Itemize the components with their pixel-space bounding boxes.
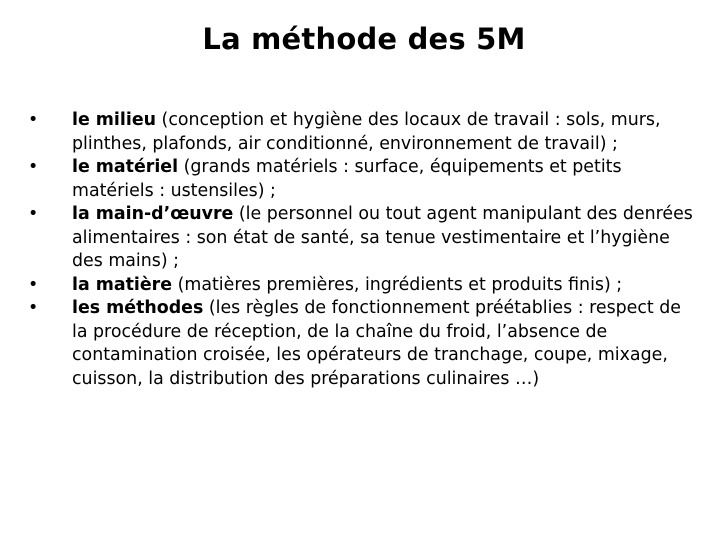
item-term: le matériel xyxy=(72,157,179,177)
item-term: la main-d’œuvre xyxy=(72,204,234,224)
item-description: (les règles de fonctionnement préétablies : respect de la procédure de réception, de la chaîne du froid, l’absence de contamination croisée, les opérateurs de tranchage, coupe, mixage, cuisson, la distribution des préparations culinaires …) xyxy=(72,298,682,389)
bullet-icon: • xyxy=(28,298,39,318)
bullet-icon: • xyxy=(28,157,39,177)
list-item xyxy=(28,203,698,274)
list-item xyxy=(28,274,698,298)
item-description: (grands matériels : surface, équipements et petits matériels : ustensiles) ; xyxy=(72,157,622,201)
bullet-list xyxy=(28,109,698,391)
list-item xyxy=(28,109,698,156)
list-item xyxy=(28,297,698,391)
item-description: (conception et hygiène des locaux de travail : sols, murs, plinthes, plafonds, air conditionné, environnement de travail) ; xyxy=(72,110,661,154)
slide-title: La méthode des 5M xyxy=(202,22,526,56)
item-term: la matière xyxy=(72,274,173,295)
bullet-icon: • xyxy=(28,110,39,130)
bullet-icon: • xyxy=(28,274,39,295)
item-term: les méthodes xyxy=(72,298,204,318)
list-item xyxy=(28,156,698,203)
bullet-icon: • xyxy=(28,204,39,224)
item-description: (matières premières, ingrédients et produits finis) ; xyxy=(172,274,623,295)
item-description: (le personnel ou tout agent manipulant des denrées alimentaires : son état de santé, sa tenue vestimentaire et l’hygiène des mains) ; xyxy=(72,204,693,271)
item-term: le milieu xyxy=(72,110,156,130)
